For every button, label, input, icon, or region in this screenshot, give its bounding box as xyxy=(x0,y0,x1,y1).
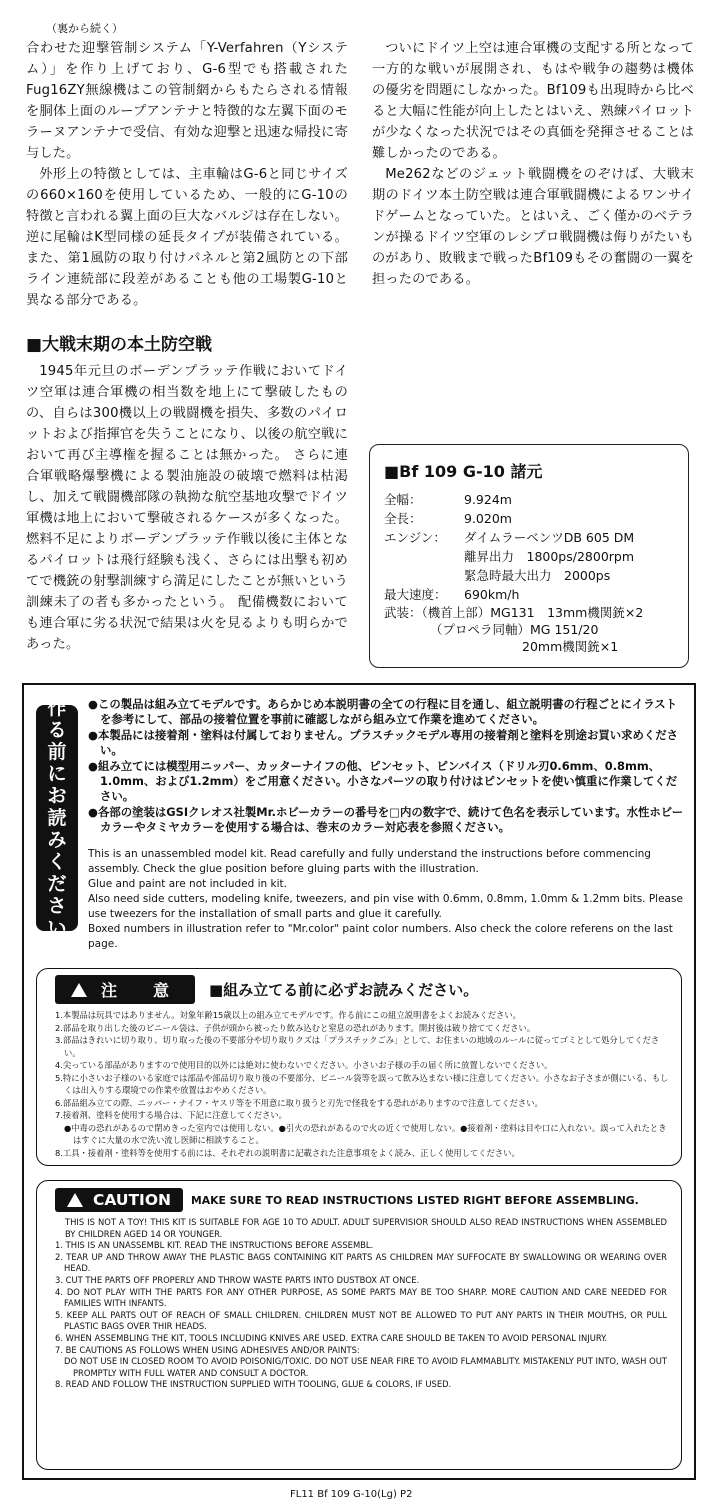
warning-label: 注 意 xyxy=(101,981,180,1000)
list-item: 2. TEAR UP AND THROW AWAY THE PLASTIC BAGS CONTAINING KIT PARTS AS CHILDREN MAY SUFFOCATE BY SWALLOWING OR WEARING OVER HEAD. xyxy=(55,1251,667,1274)
jp-warning-box xyxy=(36,968,682,1166)
list-item: Glue and paint are not included in kit. xyxy=(88,878,287,890)
title-char: お xyxy=(47,785,67,807)
spec-value: 690km/h xyxy=(464,587,520,602)
list-item: 4. DO NOT PLAY WITH THE PARTS FOR ANY OTHER PURPOSE, AS SOME PARTS MAY BE TOO SHARP. MORE CAUTION AND CARE NEEDED FOR FAMILIES WITH INFANTS. xyxy=(55,1286,667,1309)
warning-subtitle: ■組み立てる前に必ずお読みください。 xyxy=(209,981,479,999)
spec-label: 最大速度： xyxy=(384,587,447,602)
caution-badge xyxy=(55,1188,183,1212)
title-char: く xyxy=(47,851,67,873)
spec-row-speed xyxy=(384,585,674,604)
en-caution-box xyxy=(36,1180,682,1470)
spec-value: 9.020m xyxy=(464,511,512,526)
list-item: ●この製品は組み立てモデルです。あらかじめ本説明書の全ての行程に目を通し、組立説明書の行程ごとにイラストを参考にして、部品の接着位置を事前に確認しながら組み立て作業を進めてください。 xyxy=(88,697,678,726)
spec-value: 9.924m xyxy=(464,492,512,507)
body-column-left xyxy=(26,38,348,311)
title-char: さ xyxy=(47,895,67,917)
list-item: 2.部品を取り出した後のビニール袋は、子供が頭から被ったり飲み込むと窒息の恐れがあります。開封後は破り捨ててください。 xyxy=(55,1022,536,1033)
spec-box xyxy=(369,444,689,668)
spec-label: エンジン： xyxy=(384,530,446,545)
paragraph: 外形上の特徴としては、主車輪はG-6と同じサイズの660×160を使用しているため、一般的にG-10の特徴と言われる翼上面の巨大なバルジは存在しない。逆に尾輪はK型同様の延長タイプが装備されている。また、第1風防の取り付けパネルと第2風防との下部ライン連続部に段差があることも他の工場製G-10と異なる部分である。 xyxy=(26,167,348,308)
vertical-title xyxy=(36,697,78,939)
spec-label: 全幅： xyxy=(384,492,422,507)
caution-header xyxy=(55,1188,667,1212)
body-column-right xyxy=(372,38,694,290)
title-char: に xyxy=(47,763,67,785)
list-item: 8. READ AND FOLLOW THE INSTRUCTION SUPPLIED WITH TOOLING, GLUE & COLORS, IF USED. xyxy=(55,1379,452,1390)
jp-notice-list xyxy=(88,697,686,836)
list-item: 3. CUT THE PARTS OFF PROPERLY AND THROW WASTE PARTS INTO DUSTBOX AT ONCE. xyxy=(55,1274,420,1285)
title-char: る xyxy=(47,719,67,741)
warning-header xyxy=(55,975,669,1004)
paragraph: 合わせた迎撃管制システム「Y-Verfahren（Yシステム）」を作り上げており、G-6型でも搭載されたFug16ZY無線機はこの管制網からもたらされる情報を胴体上面のループアンテナと特徴的な左翼下面のモラーヌアンテナで受信、有効な迎撃と迅速な帰投に寄与した。 xyxy=(26,41,348,161)
history-section xyxy=(26,361,348,655)
warning-badge xyxy=(55,975,195,1004)
page-footer: FL11 Bf 109 G-10(Lg) P2 xyxy=(290,1489,413,1500)
notice-panel xyxy=(22,683,696,1480)
list-item: 7.接着剤、塗料を使用する場合は、下記に注意してください。 xyxy=(55,1110,287,1120)
section-heading: ■大戦末期の本土防空戦 xyxy=(26,335,213,355)
paragraph: ついにドイツ上空は連合軍機の支配する所となって一方的な戦いが展開され、もはや戦争の趨勢は機体の優劣を問題にしなかった。Bf109も出現時から比べると大幅に性能が向上したとはいえ、熟練パイロットが少なくなった状況ではその真価を発揮させることは難しかったのである。 xyxy=(372,41,694,161)
spec-label: 全長： xyxy=(384,511,422,526)
title-char: 作 xyxy=(47,697,67,719)
list-item: 6. WHEN ASSEMBLING THE KIT, TOOLS INCLUDING KNIVES ARE USED. EXTRA CARE SHOULD BE TAKEN TO AVOID PERSONAL INJURY. xyxy=(55,1332,608,1343)
spec-title: ■Bf 109 G-10 諸元 xyxy=(384,462,543,481)
spec-value: ダイムラーベンツDB 605 DM xyxy=(464,530,635,545)
warning-icon xyxy=(67,1193,83,1207)
continued-note: （裏から続く） xyxy=(46,22,123,35)
caution-lead: THIS IS NOT A TOY! THIS KIT IS SUITABLE FOR AGE 10 TO ADULT. ADULT SUPERVISIOR SHOULD ALSO READ INSTRUCTIONS WHEN ASSEMBLED BY CHILDREN AGED 14 OR YOUNGER. xyxy=(65,1217,667,1239)
list-item: ●中毒の恐れがあるので閉めきった室内では使用しない。●引火の恐れがあるので火の近くで使用しない。●接着剤・塗料は目や口に入れない。誤って入れたときはすぐに大量の水で洗い流し医師に相談すること。 xyxy=(64,1122,667,1145)
spec-armament-2: （プロペラ同軸）MG 151/20 xyxy=(430,622,599,637)
list-item: 3.部品はきれいに切り取り、切り取った後の不要部分や切り取りクズは「プラスチックごみ」として、お住まいの地域のルールに従ってゴミとして処分してください。 xyxy=(55,1035,660,1058)
spec-takeoff: 離昇出力 1800ps/2800rpm xyxy=(464,549,635,564)
title-char: み xyxy=(47,829,67,851)
title-char: だ xyxy=(47,873,67,895)
list-item: 1. THIS IS AN UNASSEMBL KIT. READ THE INSTRUCTIONS BEFORE ASSEMBL. xyxy=(55,1240,374,1251)
list-item: ●組み立てには模型用ニッパー、カッターナイフの他、ピンセット、ピンバイス（ドリル刃0.6mm、0.8mm、1.0mm、および1.2mm）をご用意ください。小さなパーツの取り付けはピンセットを使い慎重に作業してください。 xyxy=(88,759,678,803)
paragraph: 1945年元旦のボーデンプラッテ作戦においてドイツ空軍は連合軍機の相当数を地上にて撃破したものの、自らは300機以上の戦闘機を損失、多数のパイロットおよび指揮官を失うことになり、以後の航空戦において再び主導権を握ることは無かった。 さらに連合軍戦略爆撃機による製油施設の破壊で燃料は枯渇し、加えて戦闘機部隊の執拗な航空基地攻撃でドイツ軍機は地上において撃破されるケースが多くなった。燃料不足によりボーデンプラッテ作戦以後に主体となるパイロットは飛行経験も浅く、さらには出撃も初めてで機銃の射撃訓練すら満足にしたことが無いという訓練未了の者も多かったという。 配備機数においても連合軍に劣る状況で結果は火を見るよりも明らかであった。 xyxy=(26,364,348,652)
list-item: 6.部品組み立ての際、ニッパー・ナイフ・ヤスリ等を不用意に取り扱うと刃先で怪我をする恐れがありますので注意してください。 xyxy=(55,1097,543,1108)
spec-row-span xyxy=(384,490,674,509)
list-item: ●各部の塗装はGSIクレオス社製Mr.ホビーカラーの番号を□内の数字で、続けて色名を表示しています。水性ホビーカラーやタミヤカラーを使用する場合は、巻末のカラー対応表を参照ください。 xyxy=(88,805,684,834)
list-item: Boxed numbers in illustration refer to "Mr.color" paint color numbers. Also check the colore referens on the last page. xyxy=(88,923,673,950)
list-item: This is an unassembled model kit. Read carefully and fully understand the instructions before commencing assembly. Check the glue position before gluing parts with the illustration. xyxy=(88,848,651,875)
en-notice-list xyxy=(88,847,688,952)
list-item: 4.尖っている部品がありますので使用目的以外には絶対に使わないでください。小さいお子様の手の届く所に放置しないでください。 xyxy=(55,1060,553,1070)
list-item: DO NOT USE IN CLOSED ROOM TO AVOID POISONIG/TOXIC. DO NOT USE NEAR FIRE TO AVOID FLAMMABLITY. MISTAKENLY PUT INTO, WASH OUT PROMPTLY WITH FULL WATER AND CONSULT A DOCTOR. xyxy=(64,1356,667,1378)
warning-icon xyxy=(71,983,87,997)
paragraph: Me262などのジェット戦闘機をのぞけば、大戦末期のドイツ本土防空戦は連合軍戦闘機によるワンサイドゲームとなっていた。とはいえ、ごく僅かのベテランが操るドイツ空軍のレシプロ戦闘機は侮りがたいものがあり、敗戦まで戦ったBf109もその奮闘の一翼を担ったのである。 xyxy=(372,167,694,287)
list-item: 5.特に小さいお子様のいる家庭では部品や部品切り取り後の不要部分、ビニール袋等を誤って飲み込まない様に注意してください。小さなお子さまが側にいる、もしくは出入りする環境での作業や放置はおやめください。 xyxy=(55,1072,669,1095)
spec-armament-3: 20mm機関銃×1 xyxy=(522,639,619,654)
caution-subtitle: MAKE SURE TO READ INSTRUCTIONS LISTED RIGHT BEFORE ASSEMBLING. xyxy=(190,1193,639,1207)
list-item: ●本製品には接着剤・塗料は付属しておりません。プラスチックモデル専用の接着剤と塗料を別途お買い求めください。 xyxy=(88,728,679,757)
caution-label: CAUTION xyxy=(93,1191,171,1209)
spec-emergency: 緊急時最大出力 2000ps xyxy=(464,568,611,583)
title-char: い xyxy=(47,917,67,939)
spec-row-length xyxy=(384,509,674,528)
spec-armament-1: 武装：（機首上部）MG131 13mm機関銃×2 xyxy=(384,605,644,620)
list-item: 7. BE CAUTIONS AS FOLLOWS WHEN USING ADHESIVES AND/OR PAINTS: xyxy=(55,1344,360,1355)
title-char: 読 xyxy=(47,807,67,829)
list-item: 8.工具・接着剤・塗料等を使用する前には、それぞれの説明書に記載された注意事項をよく読み、正しく使用してください。 xyxy=(55,1147,520,1158)
spec-row-engine xyxy=(384,528,674,547)
title-char: 前 xyxy=(47,741,67,763)
list-item: Also need side cutters, modeling knife, tweezers, and pin vise with 0.6mm, 0.8mm, 1.0mm & 1.2mm bits. Please use tweezers for the installation of small parts and glue it carefully. xyxy=(88,893,683,920)
list-item: 1.本製品は玩具ではありません。対象年齢15歳以上の組み立てモデルです。作る前にこの組立説明書をよくお読みください。 xyxy=(55,1010,521,1020)
list-item: 5. KEEP ALL PARTS OUT OF REACH OF SMALL CHILDREN. CHILDREN MUST NOT BE ALLOWED TO PUT ANY PARTS IN THEIR MOUTHS, OR PULL PLASTIC BAGS OVER THIR HEADS. xyxy=(55,1309,667,1332)
